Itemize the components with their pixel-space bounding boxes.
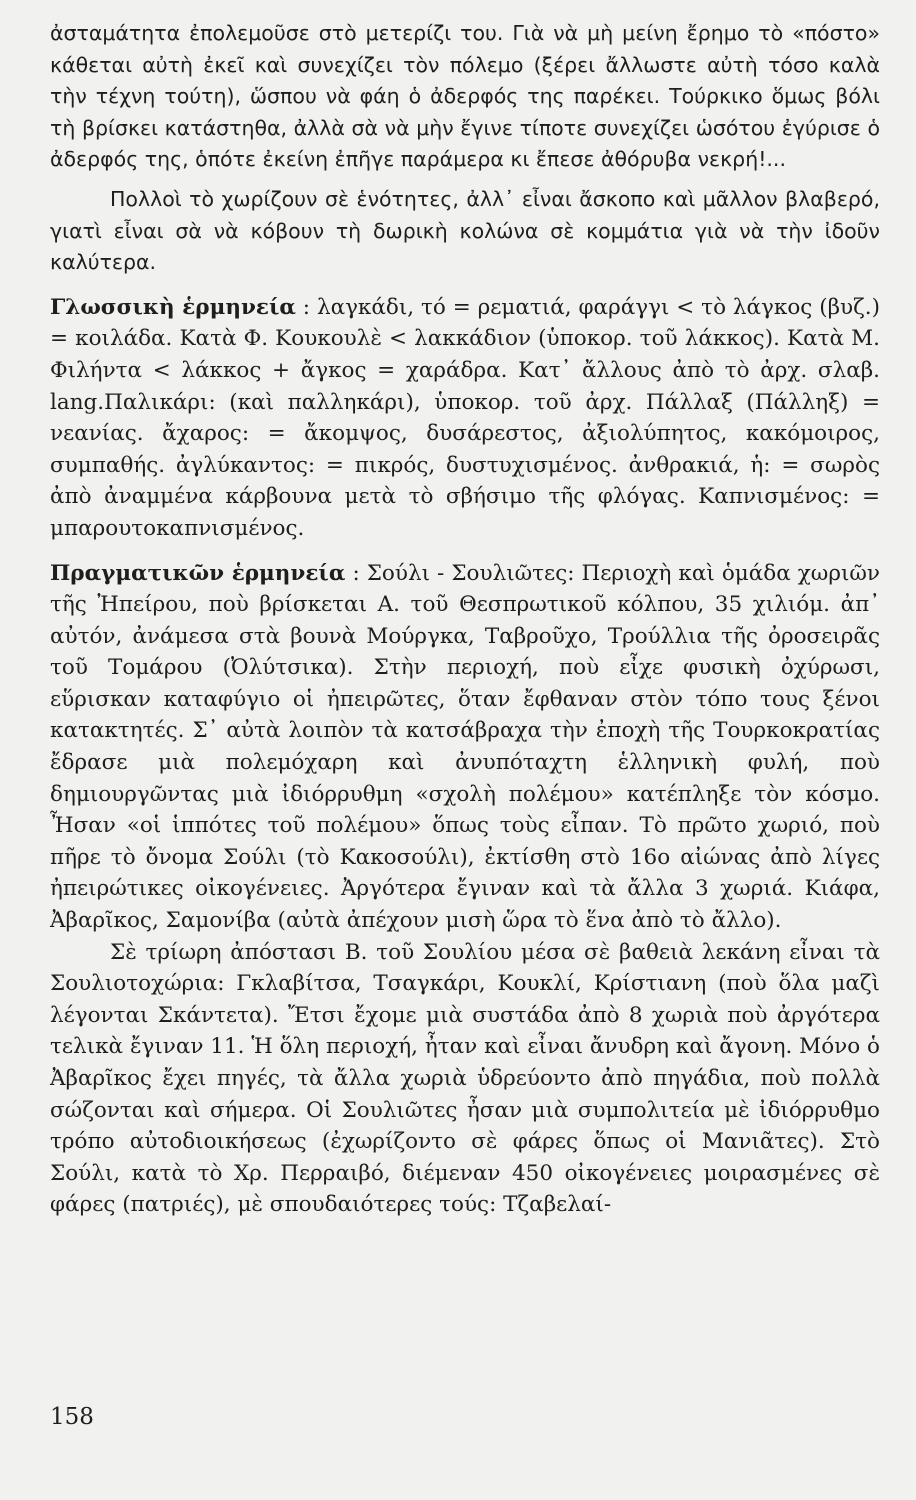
paragraph-linguistic-notes — [50, 292, 880, 545]
page-number: 158 — [50, 1404, 94, 1430]
text-block — [50, 18, 880, 1221]
factual-notes-body: : Σούλι - Σουλιῶτες: Περιοχὴ καὶ ὁμάδα χωριῶν τῆς Ἠπείρου, ποὺ βρίσκεται Α. τοῦ Θεσπρωτικοῦ κόλπου, 35 χιλιόμ. ἀπ᾽ αὐτόν, ἀνάμεσα στὰ βουνὰ Μούργκα, Ταβροῦχο, Τρούλλια τῆς ὀροσειρᾶς τοῦ Τομάρου (Ὀλύτσικα). Στὴν περιοχή, ποὺ εἶχε φυσικὴ ὀχύρωσι, εὕρισκαν καταφύγιο οἱ ἠπειρῶτες, ὅταν ἔφθαναν στὸν τόπο τους ξένοι κατακτητές. Σ᾽ αὐτὰ λοιπὸν τὰ κατσάβραχα τὴν ἐποχὴ τῆς Τουρκοκρατίας ἔδρασε μιὰ πολεμόχαρη καὶ ἀνυπόταχτη ἑλληνικὴ φυλή, ποὺ δημιουργῶντας μιὰ ἰδιόρρυθμη «σχολὴ πολέμου» κατέπληξε τὸν κόσμο. Ἦσαν «οἱ ἱππότες τοῦ πολέμου» ὅπως τοὺς εἶπαν. Τὸ πρῶτο χωριό, ποὺ πῆρε τὸ ὄνομα Σούλι (τὸ Κακοσούλι), ἐκτίσθη στὸ 16ο αἰώνας ἀπὸ λίγες ἠπειρώτικες οἰκογένειες. Ἀργότερα ἔγιναν καὶ τὰ ἄλλα 3 χωριά. Κιάφα, Ἀβαρῖκος, Σαμονίβα (αὐτὰ ἀπέχουν μισὴ ὥρα τὸ ἕνα ἀπὸ τὸ ἄλλο). — [50, 560, 880, 934]
paragraph-poem-commentary-end: ἀσταμάτητα ἐπολεμοῦσε στὸ μετερίζι του. Γιὰ νὰ μὴ μείνη ἔρημο τὸ «πόστο» κάθεται αὐτὴ ἐκεῖ καὶ συνεχίζει τὸν πόλεμο (ξέρει ἄλλωστε αὐτὴ τόσο καλὰ τὴν τέχνη τούτη), ὥσπου νὰ φάη ὁ ἀδερφός της παρέκει. Τούρκικο ὅμως βόλι τὴ βρίσκει κατάστηθα, ἀλλὰ σὰ νὰ μὴν ἔγινε τίποτε συνεχίζει ὡσότου ἐγύρισε ὁ ἀδερφός της, ὁπότε ἐκείνη ἐπῆγε παράμερα κι ἔπεσε ἀθόρυβα νεκρή!... — [50, 21, 880, 172]
linguistic-notes-heading: Γλωσσικὴ ἑρμηνεία — [50, 294, 296, 320]
paragraph-souliotochoria: Σὲ τρίωρη ἀπόστασι Β. τοῦ Σουλίου μέσα σὲ βαθειὰ λεκάνη εἶναι τὰ Σουλιοτοχώρια: Γκλαβίτσα, Τσαγκάρι, Κουκλί, Κρίστιανη (ποὺ ὅλα μαζὶ λέγονται Σκάντετα). Ἔτσι ἔχομε μιὰ συστάδα ἀπὸ 8 χωριὰ ποὺ ἀργότερα τελικὰ ἔγιναν 11. Ἡ ὅλη περιοχή, ἦταν καὶ εἶναι ἄνυδρη καὶ ἄγονη. Μόνο ὁ Ἀβαρῖκος ἔχει πηγές, τὰ ἄλλα χωριὰ ὑδρεύοντο ἀπὸ πηγάδια, ποὺ πολλὰ σώζονται καὶ σήμερα. Οἱ Σουλιῶτες ἦσαν μιὰ συμπολιτεία μὲ ἰδιόρρυθμο τρόπο αὐτοδιοικήσεως (ἐχωρίζοντο σὲ φάρες ὅπως οἱ Μανιᾶτες). Στὸ Σούλι, κατὰ τὸ Χρ. Περραιβό, διέμεναν 450 οἰκογένειες μοιρασμένες σὲ φάρες (πατριές), μὲ σπουδαιότερες τούς: Τζαβελαί- — [50, 939, 880, 1218]
linguistic-notes-body: : λαγκάδι, τό = ρεματιά, φαράγγι < τὸ λάγκος (βυζ.) = κοιλάδα. Κατὰ Φ. Κουκουλὲ < λακκάδιον (ὑποκορ. τοῦ λάκκος). Κατὰ Μ. Φιλήντα < λάκκος + ἄγκος = χαράδρα. Κατ᾽ ἄλλους ἀπὸ τὸ ἀρχ. σλαβ. lang.Παλικάρι: (καὶ παλληκάρι), ὑποκορ. τοῦ ἀρχ. Πάλλαξ (Πάλληξ) = νεανίας. ἄχαρος: = ἄκομψος, δυσάρεστος, ἀξιολύπητος, κακόμοιρος, συμπαθής. ἀγλύκαντος: = πικρός, δυστυχισμένος. ἀνθρακιά, ἡ: = σωρὸς ἀπὸ ἀναμμένα κάρβουνα μετὰ τὸ σβήσιμο τῆς φλόγας. Καπνισμένος: = μπαρουτοκαπνισμένος. — [50, 294, 880, 541]
paragraph-unity-note: Πολλοὶ τὸ χωρίζουν σὲ ἑνότητες, ἀλλ᾽ εἶναι ἄσκοπο καὶ μᾶλλον βλαβερό, γιατὶ εἶναι σὰ νὰ κόβουν τὴ δωρικὴ κολώνα σὲ κομμάτια γιὰ νὰ τὴν ἰδοῦν καλύτερα. — [50, 186, 880, 275]
factual-notes-heading: Πραγματικῶν ἑρμηνεία — [50, 560, 346, 586]
paragraph-factual-notes — [50, 558, 880, 937]
